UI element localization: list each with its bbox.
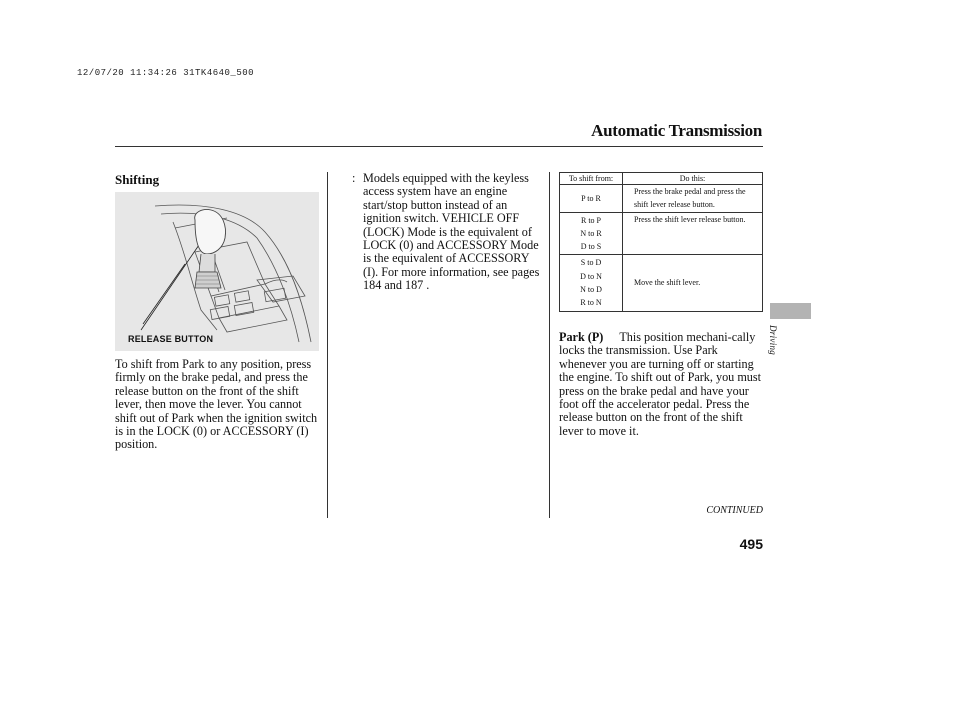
- release-button-label: RELEASE BUTTON: [128, 334, 214, 344]
- section-tab: [770, 303, 811, 319]
- shift-from-cell: [560, 185, 623, 213]
- header-rule: [115, 146, 763, 147]
- column-divider-1: [327, 172, 328, 518]
- keyless-note-text: Models equipped with the keyless access system have an engine start/stop button instead of an ignition switch. VEHICLE OFF (LOCK) Mode is the equivalent of LOCK (0) and ACCESSORY Mode is the equivalent of ACCESSORY (I). For more information, see pages 184 and 187 .: [363, 171, 540, 293]
- note-marker: :: [352, 171, 356, 185]
- keyless-note: [352, 172, 544, 293]
- shift-from: S to D: [580, 258, 602, 268]
- park-text: This position mechani-cally locks the transmission. Use Park whenever you are turning off or starting the engine. To shift out of Park, you must press on the brake pedal and have your foot off the accelerator pedal. Press the release button on the front of the shift lever to move it.: [559, 330, 762, 438]
- continued-label: CONTINUED: [706, 505, 763, 516]
- shift-from: D to N: [580, 271, 602, 281]
- shift-lever-drawing: [115, 192, 319, 351]
- shift-from: R to P: [580, 215, 601, 225]
- page-title: Automatic Transmission: [591, 121, 762, 140]
- section-tab-label: Driving: [768, 325, 778, 356]
- shift-from: N to D: [580, 285, 602, 295]
- shift-action: Move the shift lever.: [623, 255, 763, 311]
- shifting-heading: Shifting: [115, 172, 160, 187]
- shift-from: D to S: [580, 242, 602, 252]
- shift-lever-illustration: [115, 192, 319, 351]
- shift-table: [559, 172, 763, 312]
- shifting-paragraph: To shift from Park to any position, press firmly on the brake pedal, and press the release button on the front of the shift lever, then move the lever. You cannot shift out of Park when the ignition switch is in the LOCK (0) or ACCESSORY (I) position.: [115, 357, 318, 452]
- page-number: 495: [739, 536, 763, 552]
- shift-from: R to N: [580, 298, 602, 308]
- table-row: [560, 212, 763, 255]
- park-heading: Park (P): [559, 330, 604, 344]
- shift-action: Press the shift lever release button.: [623, 212, 763, 255]
- print-stamp: 12/07/20 11:34:26 31TK4640_500: [77, 68, 255, 78]
- table-header-do: Do this:: [623, 173, 763, 185]
- shift-from: P to R: [581, 193, 601, 203]
- table-row: [560, 255, 763, 311]
- shift-action: Press the brake pedal and press the shift lever release button.: [623, 185, 763, 213]
- shift-from-cell: [560, 255, 623, 311]
- table-header-row: [560, 173, 763, 185]
- table-row: [560, 185, 763, 213]
- shift-from: N to R: [580, 228, 602, 238]
- table-header-from: To shift from:: [560, 173, 623, 185]
- shift-from-cell: [560, 212, 623, 255]
- column-divider-2: [549, 172, 550, 518]
- park-section: [559, 331, 764, 438]
